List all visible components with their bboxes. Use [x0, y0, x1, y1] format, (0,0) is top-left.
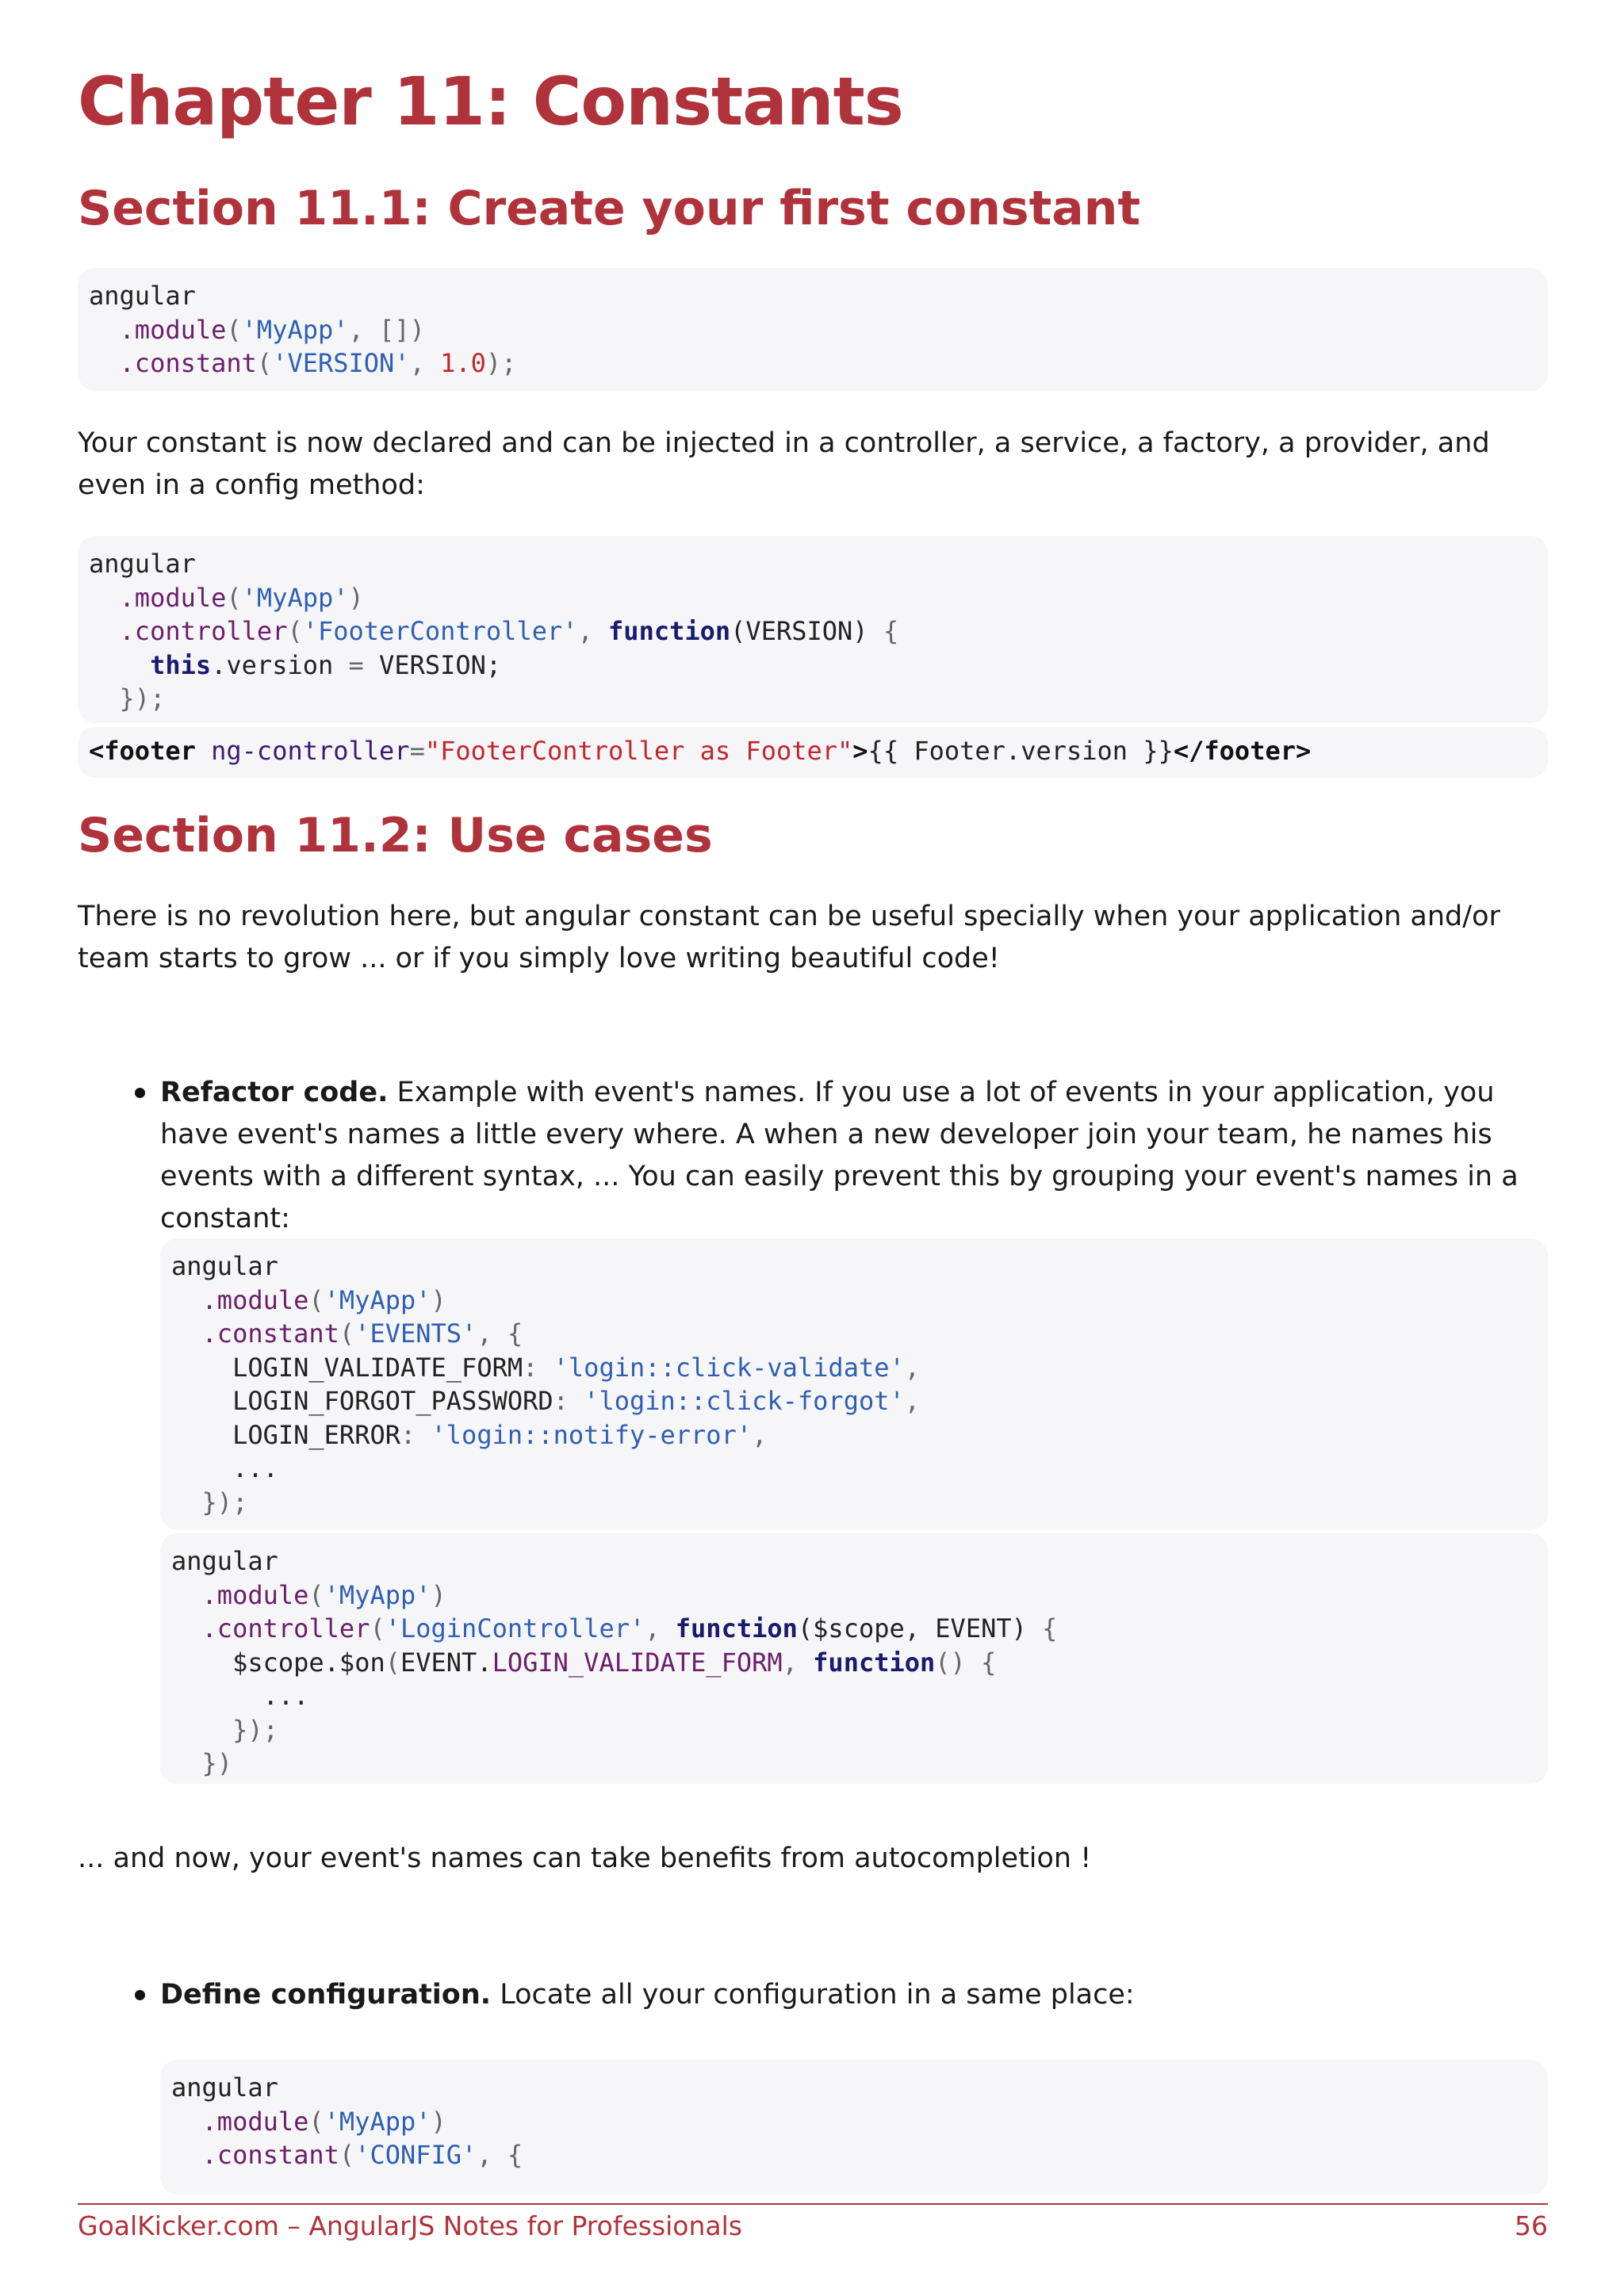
code-token: 'MyApp'	[241, 314, 349, 345]
code-block-footer-html	[78, 727, 1548, 778]
code-token: 'MyApp'	[324, 1579, 431, 1610]
code-line	[171, 1317, 1548, 1351]
code-block-footer-controller	[78, 536, 1548, 723]
code-line	[171, 1713, 1548, 1747]
bullet-dot	[135, 1990, 145, 2000]
code-token: (	[308, 1579, 324, 1610]
code-token: {	[883, 616, 899, 646]
code-line	[171, 1249, 1548, 1284]
code-line	[171, 1452, 1548, 1486]
bullet-text: Locate all your configuration in a same place:	[491, 1979, 1135, 2011]
code-token: .constant	[171, 2140, 339, 2170]
code-token: :	[523, 1352, 553, 1383]
bullet-bold-label: Refactor code.	[160, 1077, 389, 1108]
code-token: .module	[89, 314, 227, 345]
code-line	[89, 734, 1548, 768]
code-token: =	[348, 649, 364, 680]
code-token: :	[553, 1386, 584, 1416]
code-token: .module	[89, 582, 227, 613]
bullet-define-configuration	[160, 1974, 1548, 2016]
code-token: () {	[935, 1647, 997, 1678]
code-token: (	[370, 1613, 385, 1644]
code-token: ,	[645, 1613, 676, 1644]
code-token: )	[431, 1579, 446, 1610]
code-token: EVENT.	[400, 1647, 492, 1678]
code-token: LOGIN_VALIDATE_FORM	[492, 1647, 783, 1678]
code-token: LOGIN_ERROR	[171, 1419, 400, 1450]
code-line	[89, 649, 1548, 683]
code-token: angular	[171, 2072, 278, 2103]
code-line	[171, 2138, 1548, 2172]
code-token: )	[431, 2106, 446, 2137]
code-line	[171, 2071, 1548, 2105]
code-token: });	[171, 1714, 278, 1745]
bullet-refactor-code	[160, 1072, 1548, 1240]
code-token: 'EVENTS'	[354, 1318, 477, 1349]
section-title-11-1: Section 11.1: Create your first constant	[78, 181, 1141, 236]
code-token: (	[385, 1647, 400, 1678]
code-token: .module	[171, 1579, 309, 1610]
code-token: (	[226, 314, 242, 345]
code-line	[171, 2105, 1548, 2139]
code-line	[171, 1486, 1548, 1520]
code-token: .module	[171, 2106, 309, 2137]
code-token: (	[308, 1284, 324, 1315]
code-token: , [])	[348, 314, 425, 345]
code-token: (VERSION)	[730, 616, 883, 646]
code-token: 'VERSION'	[272, 348, 410, 378]
code-line	[89, 279, 1548, 313]
code-token: .constant	[89, 348, 257, 378]
code-token: 'FooterController'	[302, 616, 578, 646]
code-token: 'CONFIG'	[354, 2140, 477, 2170]
code-token: .module	[171, 1284, 309, 1315]
paragraph-constant-injection: Your constant is now declared and can be injected in a controller, a service, a factory, a provider, and even in a config method:	[78, 427, 1490, 501]
code-token: .controller	[89, 616, 288, 646]
code-token: VERSION;	[363, 649, 502, 680]
code-line	[171, 1384, 1548, 1418]
code-token: this	[150, 649, 212, 680]
code-token: ($scope, EVENT)	[797, 1613, 1043, 1644]
code-line	[89, 547, 1548, 581]
code-token: </footer>	[1173, 736, 1312, 766]
code-line	[171, 1284, 1548, 1318]
code-token: LOGIN_FORGOT_PASSWORD	[171, 1386, 553, 1416]
code-line	[171, 1679, 1548, 1713]
code-token: , {	[477, 1318, 523, 1349]
code-token: angular	[89, 281, 196, 311]
code-token: ...	[171, 1453, 278, 1483]
code-token: (	[287, 616, 303, 646]
code-token: angular	[171, 1251, 278, 1281]
code-line	[171, 1578, 1548, 1613]
code-line	[171, 1747, 1548, 1781]
section-title-11-2: Section 11.2: Use cases	[78, 808, 713, 863]
code-token: ,	[577, 616, 609, 646]
code-token: 'login::click-validate'	[553, 1352, 905, 1383]
code-token: function	[608, 616, 731, 646]
code-token: 'MyApp'	[241, 582, 349, 613]
code-token: (	[339, 2140, 355, 2170]
code-token: {{ Footer.version }}	[868, 736, 1174, 766]
code-block-login-controller	[160, 1533, 1548, 1784]
code-token: ...	[171, 1681, 309, 1711]
code-line	[171, 1351, 1548, 1385]
footer-divider	[78, 2203, 1548, 2205]
code-token: .constant	[171, 1318, 339, 1349]
code-token: :	[400, 1419, 431, 1450]
footer-page-number: 56	[1515, 2210, 1548, 2241]
code-token: (	[226, 582, 242, 613]
code-line	[89, 581, 1548, 615]
chapter-title: Chapter 11: Constants	[78, 63, 903, 140]
code-token: ng-controller	[195, 736, 410, 766]
code-token: 'login::notify-error'	[431, 1419, 753, 1450]
code-token: });	[171, 1487, 248, 1517]
code-token: {	[1042, 1613, 1058, 1644]
code-token: , {	[477, 2140, 523, 2170]
code-line	[89, 346, 1548, 381]
code-block-create-constant	[78, 268, 1548, 391]
code-token: 'login::click-forgot'	[584, 1386, 905, 1416]
code-token: angular	[89, 549, 196, 579]
code-token: $scope.$on	[171, 1647, 385, 1678]
code-token: ,	[752, 1419, 768, 1450]
code-token: });	[89, 683, 166, 714]
code-token	[89, 650, 150, 680]
code-token: 'MyApp'	[324, 2106, 431, 2137]
code-block-config-constant	[160, 2060, 1548, 2195]
paragraph-use-cases-intro: There is no revolution here, but angular constant can be useful specially when your application and/or team starts to grow ... or if you simply love writing beautiful code!	[78, 901, 1500, 974]
code-token: function	[813, 1647, 936, 1678]
code-line	[171, 1418, 1548, 1452]
code-line	[89, 682, 1548, 716]
code-block-events-constant	[160, 1238, 1548, 1530]
code-token: )	[348, 582, 364, 613]
code-token: (	[308, 2106, 324, 2137]
code-token: .controller	[171, 1613, 370, 1644]
code-token: (	[256, 348, 273, 378]
paragraph-autocompletion: ... and now, your event's names can take benefits from autocompletion !	[78, 1843, 1092, 1874]
code-token: })	[171, 1748, 233, 1778]
code-token: ,	[904, 1352, 921, 1383]
code-line	[89, 614, 1548, 649]
code-token: )	[431, 1284, 446, 1315]
code-token: ,	[904, 1386, 921, 1416]
code-line	[171, 1646, 1548, 1680]
code-token: ,	[782, 1647, 814, 1678]
code-token: LOGIN_VALIDATE_FORM	[171, 1352, 523, 1383]
bullet-dot	[135, 1088, 145, 1098]
code-token: <footer	[89, 736, 196, 766]
code-token: ,	[409, 348, 441, 378]
code-token: function	[675, 1613, 798, 1644]
code-line	[171, 1612, 1548, 1646]
code-line	[171, 1544, 1548, 1578]
footer-book-title: GoalKicker.com – AngularJS Notes for Professionals	[78, 2210, 742, 2241]
code-token: >	[852, 736, 868, 766]
code-token: 'LoginController'	[385, 1613, 645, 1644]
bullet-text: Example with event's names. If you use a lot of events in your application, you have event's names a little every where. A when a new developer join your team, he names his events with a different syntax, ... You can easily prevent this by grouping your event's names in a constant:	[160, 1077, 1519, 1234]
code-token: );	[485, 348, 517, 378]
code-token: (	[339, 1318, 355, 1349]
code-token: .version	[211, 649, 349, 680]
code-token: 1.0	[440, 348, 486, 378]
code-token: 'MyApp'	[324, 1284, 431, 1315]
code-token: "FooterController as Footer"	[424, 736, 853, 766]
code-line	[89, 313, 1548, 347]
bullet-bold-label: Define configuration.	[160, 1979, 492, 2011]
code-token: =	[409, 736, 425, 766]
code-token: angular	[171, 1546, 278, 1576]
